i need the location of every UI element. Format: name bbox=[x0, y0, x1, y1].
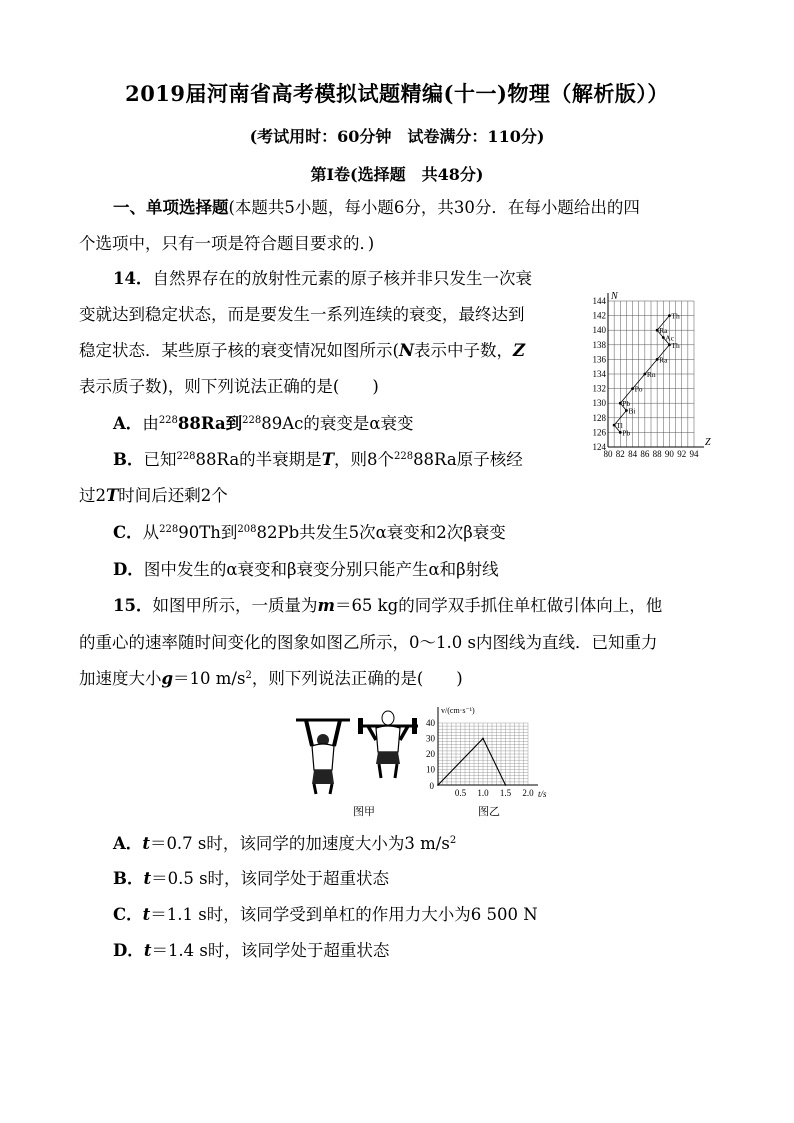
q15-text: ＝10 m/s bbox=[173, 669, 246, 688]
nuclide-point bbox=[668, 343, 671, 346]
nuclide-label: Th bbox=[671, 340, 680, 350]
pull-up-illustration bbox=[292, 706, 422, 796]
part-heading: 第Ⅰ卷(选择题 共48分) bbox=[310, 165, 484, 184]
option-text: 从 bbox=[142, 523, 160, 542]
section-heading: 一、单项选择题 bbox=[113, 198, 229, 217]
exam-info: (考试用时：60分钟 试卷满分：110分) bbox=[249, 127, 545, 146]
y-tick-label: 130 bbox=[592, 398, 606, 409]
y-tick-label: 126 bbox=[592, 427, 606, 438]
nuclide-label: Rn bbox=[646, 370, 656, 379]
nuclide-label: Tl bbox=[616, 421, 623, 431]
mass-number: 208 bbox=[237, 524, 257, 535]
x-tick-label: 82 bbox=[615, 449, 625, 459]
q14-stem-line-1 bbox=[113, 271, 532, 288]
y-tick-label: 30 bbox=[426, 733, 435, 744]
var-t: t bbox=[142, 834, 150, 853]
nuclide-label: Ra bbox=[659, 355, 668, 365]
nuclide: 88Ra到 bbox=[177, 414, 243, 433]
y-tick-label: 142 bbox=[592, 310, 606, 321]
q15-text: ，则下列说法正确的是( ) bbox=[251, 669, 463, 688]
option-label: B． bbox=[113, 450, 144, 469]
q15-option-b bbox=[113, 871, 389, 888]
q15-text: 如图甲所示，一质量为 bbox=[152, 596, 318, 615]
nuclide-point bbox=[625, 409, 628, 412]
x-axis-label: t/s bbox=[538, 789, 547, 799]
option-text: 89Ac的衰变是α衰变 bbox=[261, 414, 414, 433]
x-tick-label: 90 bbox=[664, 449, 674, 459]
q14-stem-line-2: 变就达到稳定状态，而是要发生一系列连续的衰变，最终达到 bbox=[79, 305, 525, 324]
mass-number: 228 bbox=[158, 415, 178, 426]
page-title: 2019届河南省高考模拟试题精编(十一)物理（解析版）） bbox=[125, 81, 669, 106]
var-g: g bbox=[161, 669, 174, 688]
option-text: ，则8个 bbox=[333, 450, 394, 469]
figure-side bbox=[296, 720, 350, 794]
velocity-data-point bbox=[482, 738, 484, 740]
var-m: m bbox=[317, 596, 335, 615]
var-z: Z bbox=[513, 341, 526, 360]
option-text: ＝1.1 s时，该同学受到单杠的作用力大小为6 500 N bbox=[150, 905, 538, 924]
nuclide-point bbox=[631, 387, 634, 390]
figure-a-caption: 图甲 bbox=[353, 805, 375, 818]
var-t: t bbox=[143, 869, 152, 888]
mass-number: 228 bbox=[393, 451, 414, 462]
nuclide-label: Ra bbox=[659, 326, 668, 336]
x-axis-label: Z bbox=[705, 437, 711, 448]
option-text: ＝1.4 s时，该同学处于超重状态 bbox=[151, 941, 390, 960]
y-axis-label: v/(cm·s⁻¹) bbox=[441, 706, 475, 715]
q14-option-c bbox=[113, 525, 506, 542]
section-intro bbox=[113, 200, 640, 217]
option-label: A． bbox=[113, 414, 143, 433]
option-text: 82Pb共发生5次α衰变和2次β衰变 bbox=[256, 523, 506, 542]
var-t: T bbox=[106, 486, 119, 505]
q15-text: 加速度大小 bbox=[79, 669, 162, 688]
velocity-series-line bbox=[438, 739, 506, 786]
q15-text: ＝65 kg的同学双手抓住单杠做引体向上，他 bbox=[334, 596, 663, 615]
velocity-data-point bbox=[437, 784, 439, 786]
nuclide-label: Pb bbox=[622, 399, 631, 409]
q14-stem-line-3 bbox=[79, 343, 525, 360]
option-text: 时间后还剩2个 bbox=[118, 486, 228, 505]
var-t: t bbox=[143, 941, 152, 960]
exponent: 2 bbox=[449, 835, 457, 846]
y-tick-label: 140 bbox=[592, 325, 606, 336]
x-tick-label: 1.0 bbox=[477, 788, 489, 798]
option-text: 过2 bbox=[79, 486, 106, 505]
velocity-time-chart bbox=[420, 703, 550, 799]
q14-option-b-line-2 bbox=[79, 488, 228, 505]
q15-option-a bbox=[113, 836, 456, 853]
y-tick-label: 132 bbox=[592, 383, 606, 394]
option-label: C． bbox=[113, 523, 143, 542]
nuclide-point bbox=[643, 373, 646, 376]
section-desc-2: 个选项中，只有一项是符合题目要求的．) bbox=[79, 234, 375, 253]
q15-number: 15． bbox=[113, 596, 153, 615]
option-text: ＝0.7 s时，该同学的加速度大小为3 m/s bbox=[149, 834, 450, 853]
q15-stem-line-2: 的重心的速率随时间变化的图象如图乙所示，0～1.0 s内图线为直线．已知重力 bbox=[79, 633, 658, 652]
exponent: 2 bbox=[245, 670, 252, 681]
q14-option-d bbox=[113, 562, 499, 579]
decay-chart bbox=[586, 287, 716, 467]
q14-number: 14． bbox=[113, 269, 153, 288]
nuclide-label: Th bbox=[671, 311, 680, 321]
q14-stem-text-3: 稳定状态．某些原子核的衰变情况如图所示( bbox=[79, 341, 399, 360]
option-text: 90Th到 bbox=[178, 523, 238, 542]
nuclide-point bbox=[613, 424, 616, 427]
q15-stem-line-3 bbox=[79, 671, 463, 688]
q14-stem-line-4: 表示质子数)，则下列说法正确的是( ) bbox=[79, 377, 379, 396]
y-tick-label: 20 bbox=[426, 749, 435, 759]
y-tick-label: 40 bbox=[426, 718, 435, 728]
nuclide-point bbox=[619, 402, 622, 405]
y-tick-label: 128 bbox=[592, 412, 606, 423]
var-n: N bbox=[398, 341, 415, 360]
x-tick-label: 94 bbox=[689, 449, 699, 459]
x-tick-label: 80 bbox=[603, 449, 613, 459]
option-text: ＝0.5 s时，该同学处于超重状态 bbox=[151, 869, 390, 888]
q14-stem-text-1: 自然界存在的放射性元素的原子核并非只发生一次衰 bbox=[152, 269, 532, 288]
x-tick-label: 0.5 bbox=[454, 788, 467, 798]
option-label: B． bbox=[113, 869, 144, 888]
option-text: 已知 bbox=[143, 450, 177, 469]
option-text: 由 bbox=[142, 414, 159, 433]
nuclide-label: Ac bbox=[665, 333, 675, 343]
mass-number: 228 bbox=[176, 451, 196, 462]
figure-b-caption: 图乙 bbox=[478, 805, 500, 818]
y-tick-label: 10 bbox=[426, 764, 435, 775]
nuclide-label: Bi bbox=[628, 406, 636, 416]
q14-option-a bbox=[113, 416, 414, 433]
y-tick-label: 124 bbox=[592, 442, 606, 452]
nuclide-label: Po bbox=[634, 384, 643, 394]
option-text: 88Ra的半衰期是 bbox=[195, 450, 322, 469]
origin-label: 0 bbox=[429, 781, 434, 791]
x-tick-label: 92 bbox=[677, 449, 687, 459]
y-tick-label: 144 bbox=[592, 296, 606, 306]
figure-raised bbox=[358, 711, 418, 778]
mass-number: 228 bbox=[242, 415, 262, 426]
q14-option-b bbox=[113, 452, 523, 469]
velocity-data-point bbox=[505, 784, 507, 786]
nuclide-label: Pb bbox=[622, 428, 631, 438]
nuclide-point bbox=[668, 314, 671, 317]
option-label: D． bbox=[113, 941, 144, 960]
q14-stem-text-3b: 表示中子数， bbox=[414, 341, 514, 360]
x-tick-label: 1.5 bbox=[499, 788, 512, 798]
y-tick-label: 138 bbox=[592, 339, 606, 350]
y-axis-label: N bbox=[611, 291, 618, 302]
option-label: A． bbox=[113, 834, 143, 853]
y-tick-label: 134 bbox=[592, 369, 606, 379]
var-t: T bbox=[321, 450, 334, 469]
x-tick-label: 2.0 bbox=[522, 788, 534, 798]
mass-number: 228 bbox=[159, 524, 179, 535]
section-desc-1: (本题共5小题，每小题6分，共30分．在每小题给出的四 bbox=[228, 198, 640, 217]
option-text: 图中发生的α衰变和β衰变分别只能产生α和β射线 bbox=[143, 560, 499, 579]
nuclide-point bbox=[619, 431, 622, 434]
x-tick-label: 84 bbox=[628, 449, 638, 459]
nuclide-point bbox=[662, 336, 665, 339]
option-label: C． bbox=[113, 905, 143, 924]
y-tick-label: 136 bbox=[592, 354, 606, 365]
q15-option-c bbox=[113, 907, 538, 924]
option-text: 88Ra原子核经 bbox=[413, 450, 523, 469]
x-tick-label: 88 bbox=[652, 449, 662, 459]
x-tick-label: 86 bbox=[640, 449, 650, 459]
var-t: t bbox=[142, 905, 151, 924]
q15-stem-line-1 bbox=[113, 598, 662, 615]
option-label: D． bbox=[113, 560, 144, 579]
nuclide-point bbox=[656, 358, 659, 361]
q15-option-d bbox=[113, 943, 389, 960]
nuclide-point bbox=[656, 329, 659, 332]
